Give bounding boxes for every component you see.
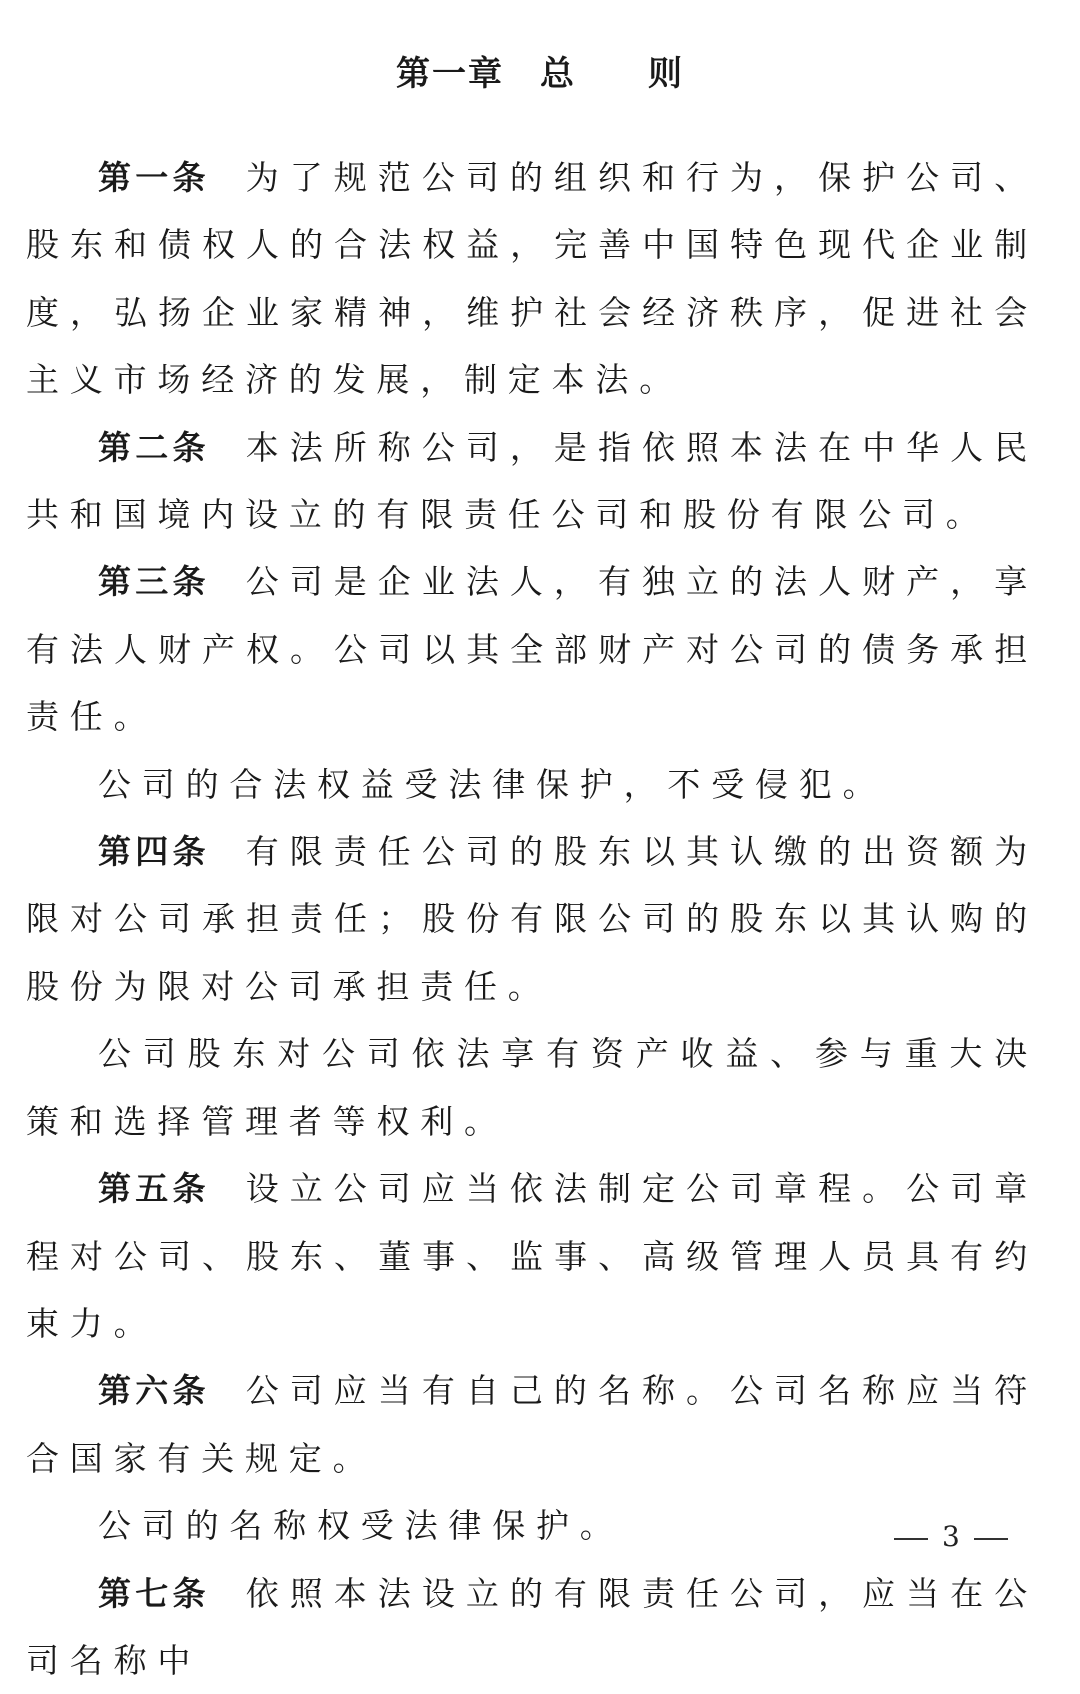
article-text: 依照本法设立的有限责任公司，应当在公司名称中 — [26, 1573, 1039, 1680]
article-text: 公司的合法权益受法律保护，不受侵犯。 — [98, 764, 887, 804]
article-text: 为了规范公司的组织和行为，保护公司、股东和债权人的合法权益，完善中国特色现代企业制度，弘扬企业家精神，维护社会经济秩序，促进社会主义市场经济的发展，制定本法。 — [26, 158, 1039, 400]
paragraph-article-5 — [26, 1155, 1038, 1357]
paragraph-article-3 — [26, 548, 1038, 750]
article-text: 设立公司应当依法制定公司章程。公司章程对公司、股东、董事、监事、高级管理人员具有约束力。 — [26, 1169, 1039, 1343]
paragraph-article-7 — [26, 1560, 1038, 1694]
article-text: 公司应当有自己的名称。公司名称应当符合国家有关规定。 — [26, 1371, 1039, 1478]
article-text: 公司的名称权受法律保护。 — [98, 1506, 624, 1546]
paragraph-article-1 — [26, 144, 1038, 414]
article-text: 公司是企业法人，有独立的法人财产，享有法人财产权。公司以其全部财产对公司的债务承担责任。 — [26, 562, 1039, 737]
article-number: 第五条 — [98, 1169, 210, 1209]
article-text: 本法所称公司，是指依照本法在中华人民共和国境内设立的有限责任公司和股份有限公司。 — [26, 427, 1039, 535]
article-number: 第二条 — [98, 427, 210, 467]
paragraph-article-3-clause-2 — [26, 751, 1038, 818]
article-number: 第四条 — [98, 832, 210, 872]
paragraph-article-4 — [26, 818, 1038, 1020]
page-number-footer — [0, 1517, 1080, 1557]
article-text: 有限责任公司的股东以其认缴的出资额为限对公司承担责任；股份有限公司的股东以其认购的股份为限对公司承担责任。 — [26, 832, 1039, 1006]
chapter-title: 第一章 总 则 — [396, 54, 684, 94]
paragraph-article-6 — [26, 1357, 1038, 1492]
article-number: 第七条 — [98, 1573, 210, 1613]
paragraph-article-4-clause-2 — [26, 1020, 1038, 1155]
article-number: 第一条 — [98, 158, 210, 197]
article-text: 公司股东对公司依法享有资产收益、参与重大决策和选择管理者等权利。 — [26, 1034, 1038, 1141]
page-number-dash-right — [974, 1538, 1008, 1540]
paragraph-article-2 — [26, 414, 1038, 549]
page-number-dash-left — [894, 1538, 928, 1540]
article-number: 第三条 — [98, 562, 210, 602]
document-body — [26, 144, 1038, 1694]
page-number: 3 — [942, 1520, 960, 1553]
article-number: 第六条 — [98, 1371, 210, 1411]
